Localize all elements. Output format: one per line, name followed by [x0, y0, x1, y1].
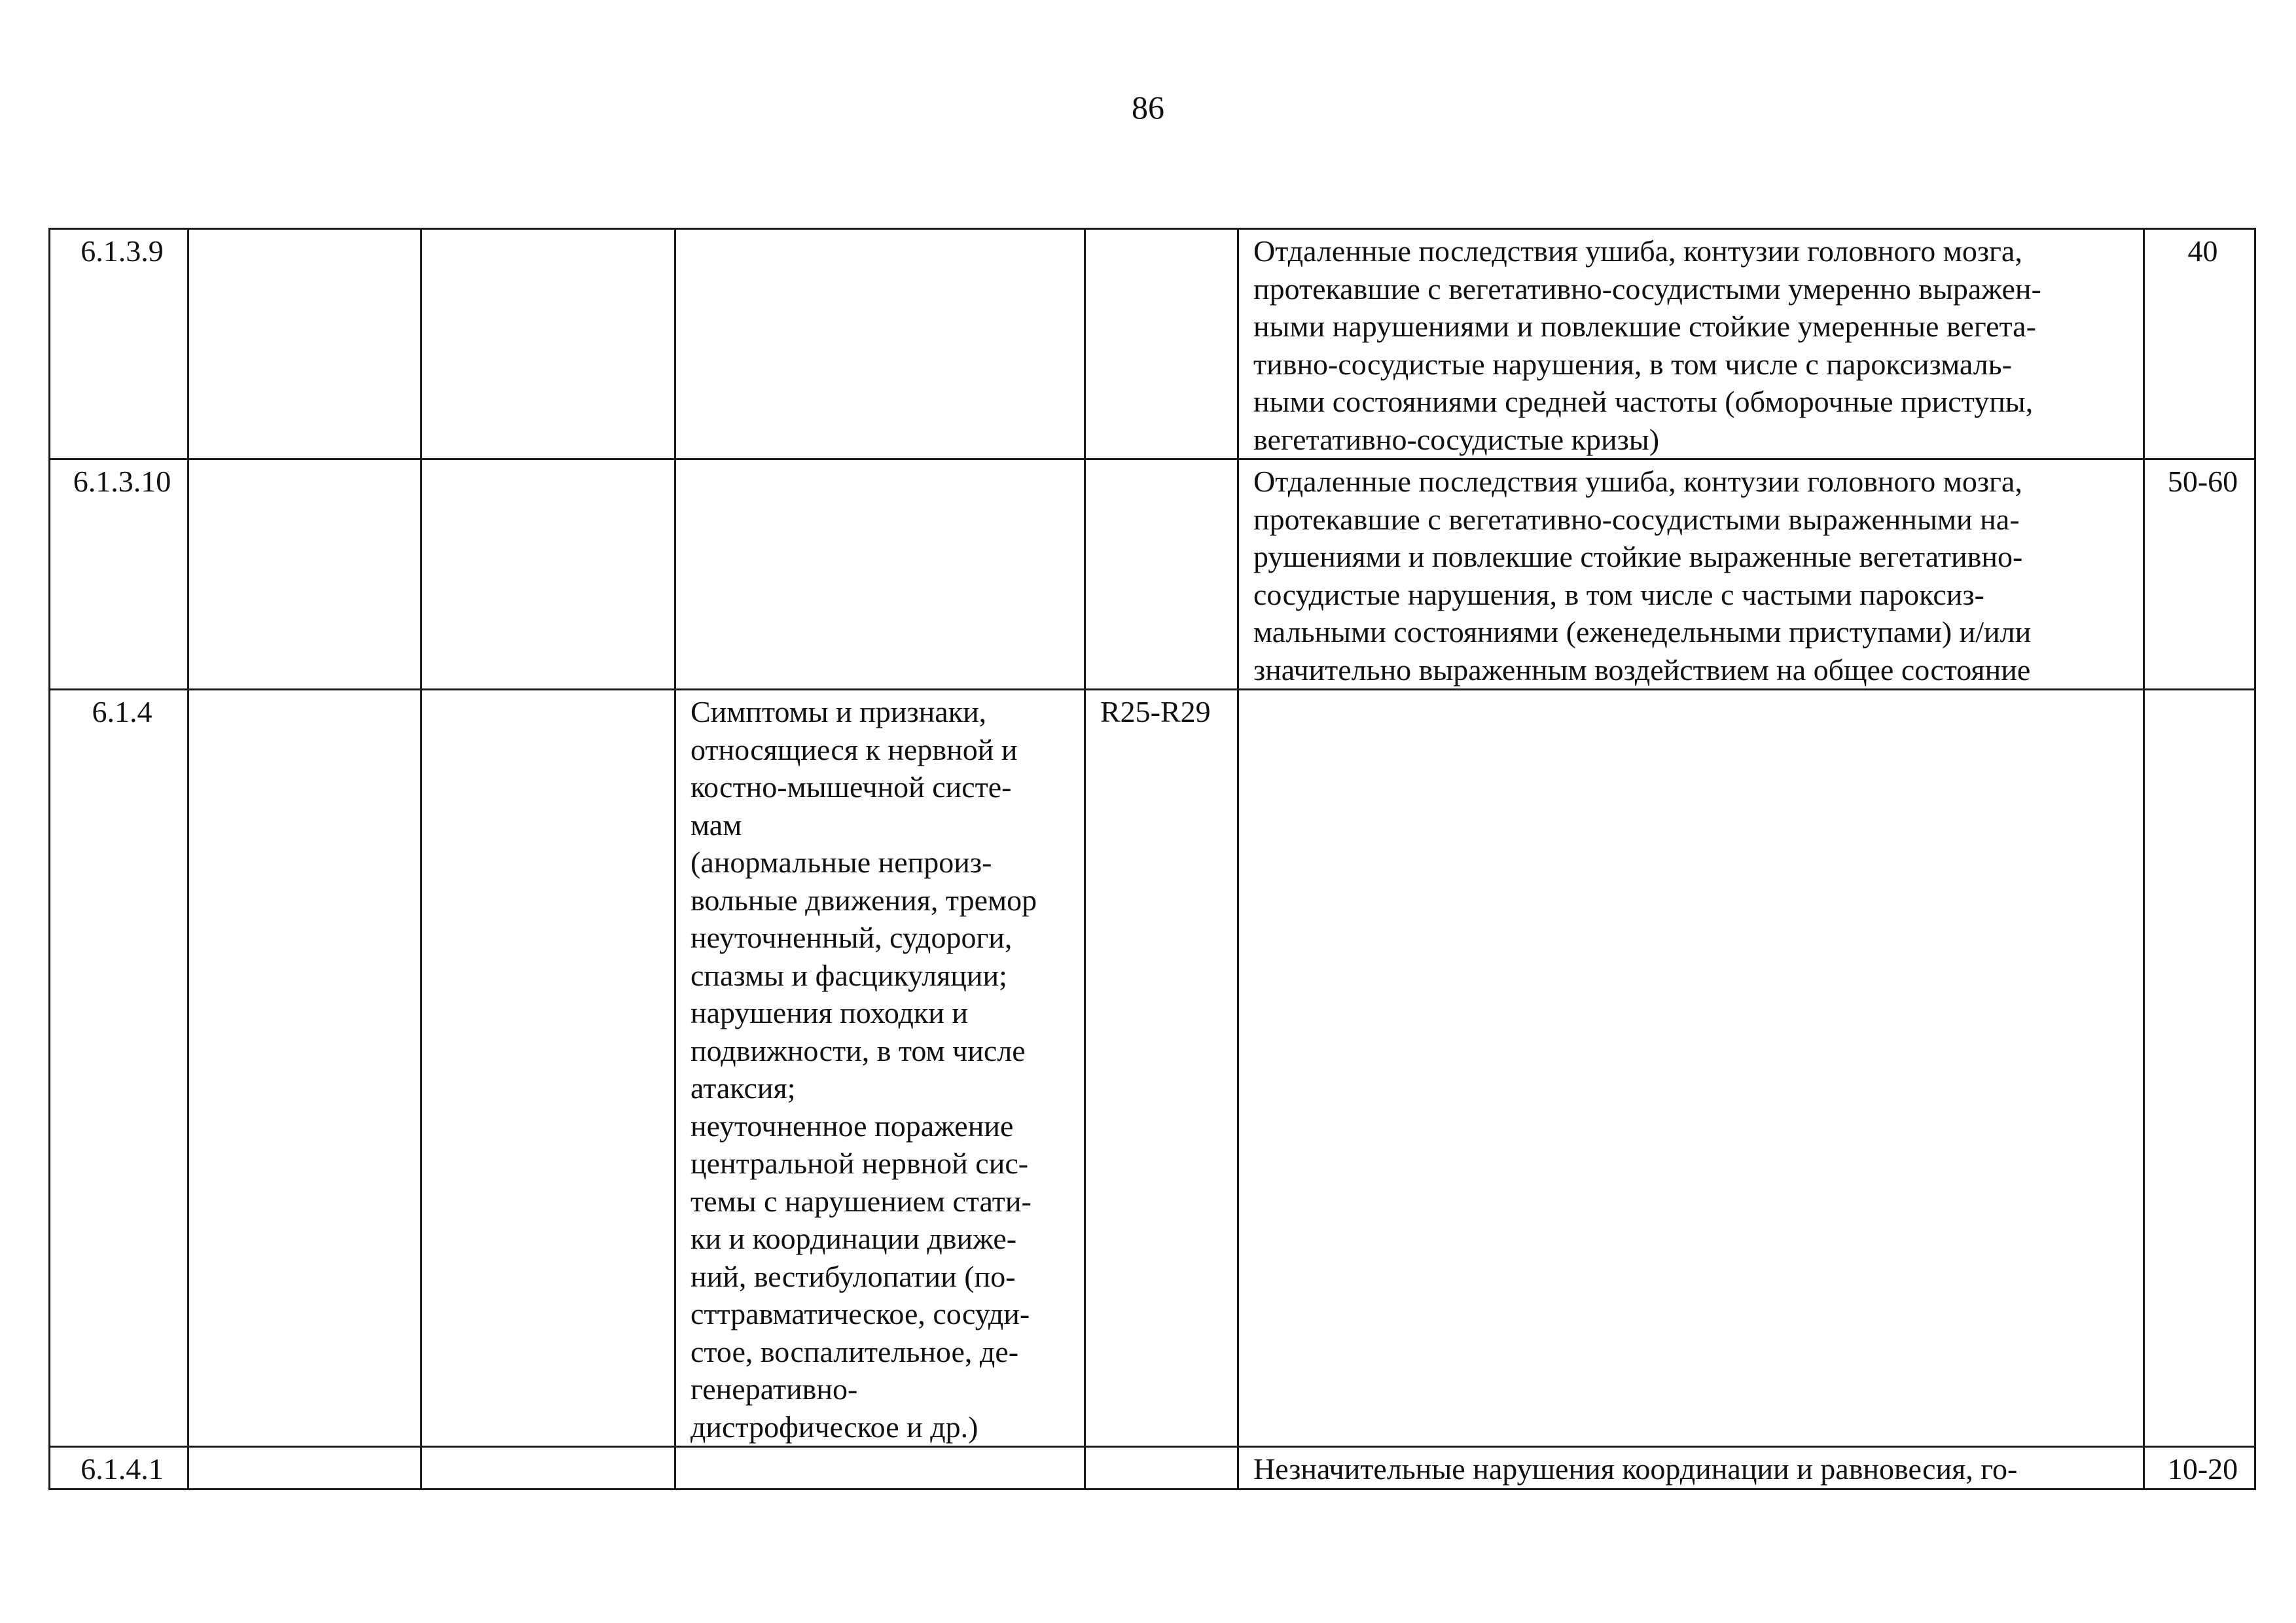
empty-cell	[422, 690, 675, 1447]
condition-name-line: относящиеся к нервной и	[691, 732, 1018, 766]
icd-code-cell	[1085, 229, 1238, 459]
condition-name-line: нарушения походки и	[691, 996, 969, 1029]
icd-code-cell: R25-R29	[1085, 690, 1238, 1447]
row-code-cell: 6.1.4.1	[50, 1447, 188, 1489]
empty-cell	[422, 1447, 675, 1489]
description-line: вегетативно-сосудистые кризы)	[1253, 422, 1660, 456]
empty-cell	[422, 229, 675, 459]
table-row	[50, 229, 2255, 459]
description-cell	[1238, 229, 2144, 459]
description-line: Незначительные нарушения координации и равновесия, го-	[1253, 1452, 2018, 1486]
condition-name-cell	[675, 229, 1085, 459]
description-cell	[1238, 690, 2144, 1447]
icd-code-cell	[1085, 1447, 1238, 1489]
condition-name-line: темы с нарушением стати-	[691, 1184, 1031, 1218]
condition-name-line: ки и координации движе-	[691, 1222, 1017, 1255]
description-line: протекавшие с вегетативно-сосудистыми умеренно выражен-	[1253, 272, 2041, 306]
condition-name-line: сттравматическое, сосуди-	[691, 1297, 1030, 1330]
percentage-value-cell: 40	[2144, 229, 2255, 459]
row-code-cell: 6.1.4	[50, 690, 188, 1447]
description-line: значительно выраженным воздействием на общее состояние	[1253, 652, 2031, 687]
description-line: ными состояниями средней частоты (обморочные приступы,	[1253, 385, 2034, 418]
description-line: протекавшие с вегетативно-сосудистыми выраженными на-	[1253, 502, 2020, 536]
disability-criteria-table	[48, 228, 2256, 1490]
condition-name-line: мам	[691, 808, 742, 842]
condition-name-line: неуточненное поражение	[691, 1109, 1014, 1143]
row-code-cell: 6.1.3.10	[50, 459, 188, 690]
percentage-value-cell: 10-20	[2144, 1447, 2255, 1489]
description-line: Отдаленные последствия ушиба, контузии головного мозга,	[1253, 234, 2022, 268]
description-cell	[1238, 1447, 2144, 1489]
description-line: сосудистые нарушения, в том числе с частыми пароксиз-	[1253, 577, 1984, 611]
empty-cell	[188, 229, 422, 459]
condition-name-line: генеративно-	[691, 1372, 858, 1406]
icd-code-cell	[1085, 459, 1238, 690]
description-line: рушениями и повлекшие стойкие выраженные вегетативно-	[1253, 540, 2023, 573]
condition-name-line: центральной нервной сис-	[691, 1147, 1029, 1180]
condition-name-line: дистрофическое и др.)	[691, 1410, 978, 1444]
description-line: Отдаленные последствия ушиба, контузии головного мозга,	[1253, 465, 2022, 498]
condition-name-line: неуточненный, судороги,	[691, 921, 1013, 954]
description-line: тивно-сосудистые нарушения, в том числе с пароксизмаль-	[1253, 347, 2012, 381]
condition-name-line: атаксия;	[691, 1071, 796, 1105]
description-line: мальными состояниями (еженедельными приступами) и/или	[1253, 615, 2032, 649]
table-row	[50, 459, 2255, 690]
page-number: 86	[1132, 89, 1164, 126]
condition-name-line: костно-мышечной систе-	[691, 770, 1012, 804]
condition-name-line: (анормальные непроиз-	[691, 846, 992, 879]
condition-name-line: Симптомы и признаки,	[691, 695, 987, 728]
percentage-value-cell: 50-60	[2144, 459, 2255, 690]
condition-name-cell	[675, 1447, 1085, 1489]
empty-cell	[188, 690, 422, 1447]
percentage-value-cell	[2144, 690, 2255, 1447]
condition-name-line: спазмы и фасцикуляции;	[691, 958, 1007, 992]
condition-name-line: вольные движения, тремор	[691, 883, 1037, 917]
condition-name-line: ний, вестибулопатии (по-	[691, 1259, 1016, 1293]
row-code-cell: 6.1.3.9	[50, 229, 188, 459]
empty-cell	[188, 1447, 422, 1489]
description-line: ными нарушениями и повлекшие стойкие умеренные вегета-	[1253, 310, 2036, 343]
description-cell	[1238, 459, 2144, 690]
empty-cell	[422, 459, 675, 690]
table-row	[50, 1447, 2255, 1489]
condition-name-line: подвижности, в том числе	[691, 1033, 1026, 1067]
condition-name-line: стое, воспалительное, де-	[691, 1334, 1019, 1368]
empty-cell	[188, 459, 422, 690]
table-row	[50, 690, 2255, 1447]
condition-name-cell	[675, 690, 1085, 1447]
condition-name-cell	[675, 459, 1085, 690]
